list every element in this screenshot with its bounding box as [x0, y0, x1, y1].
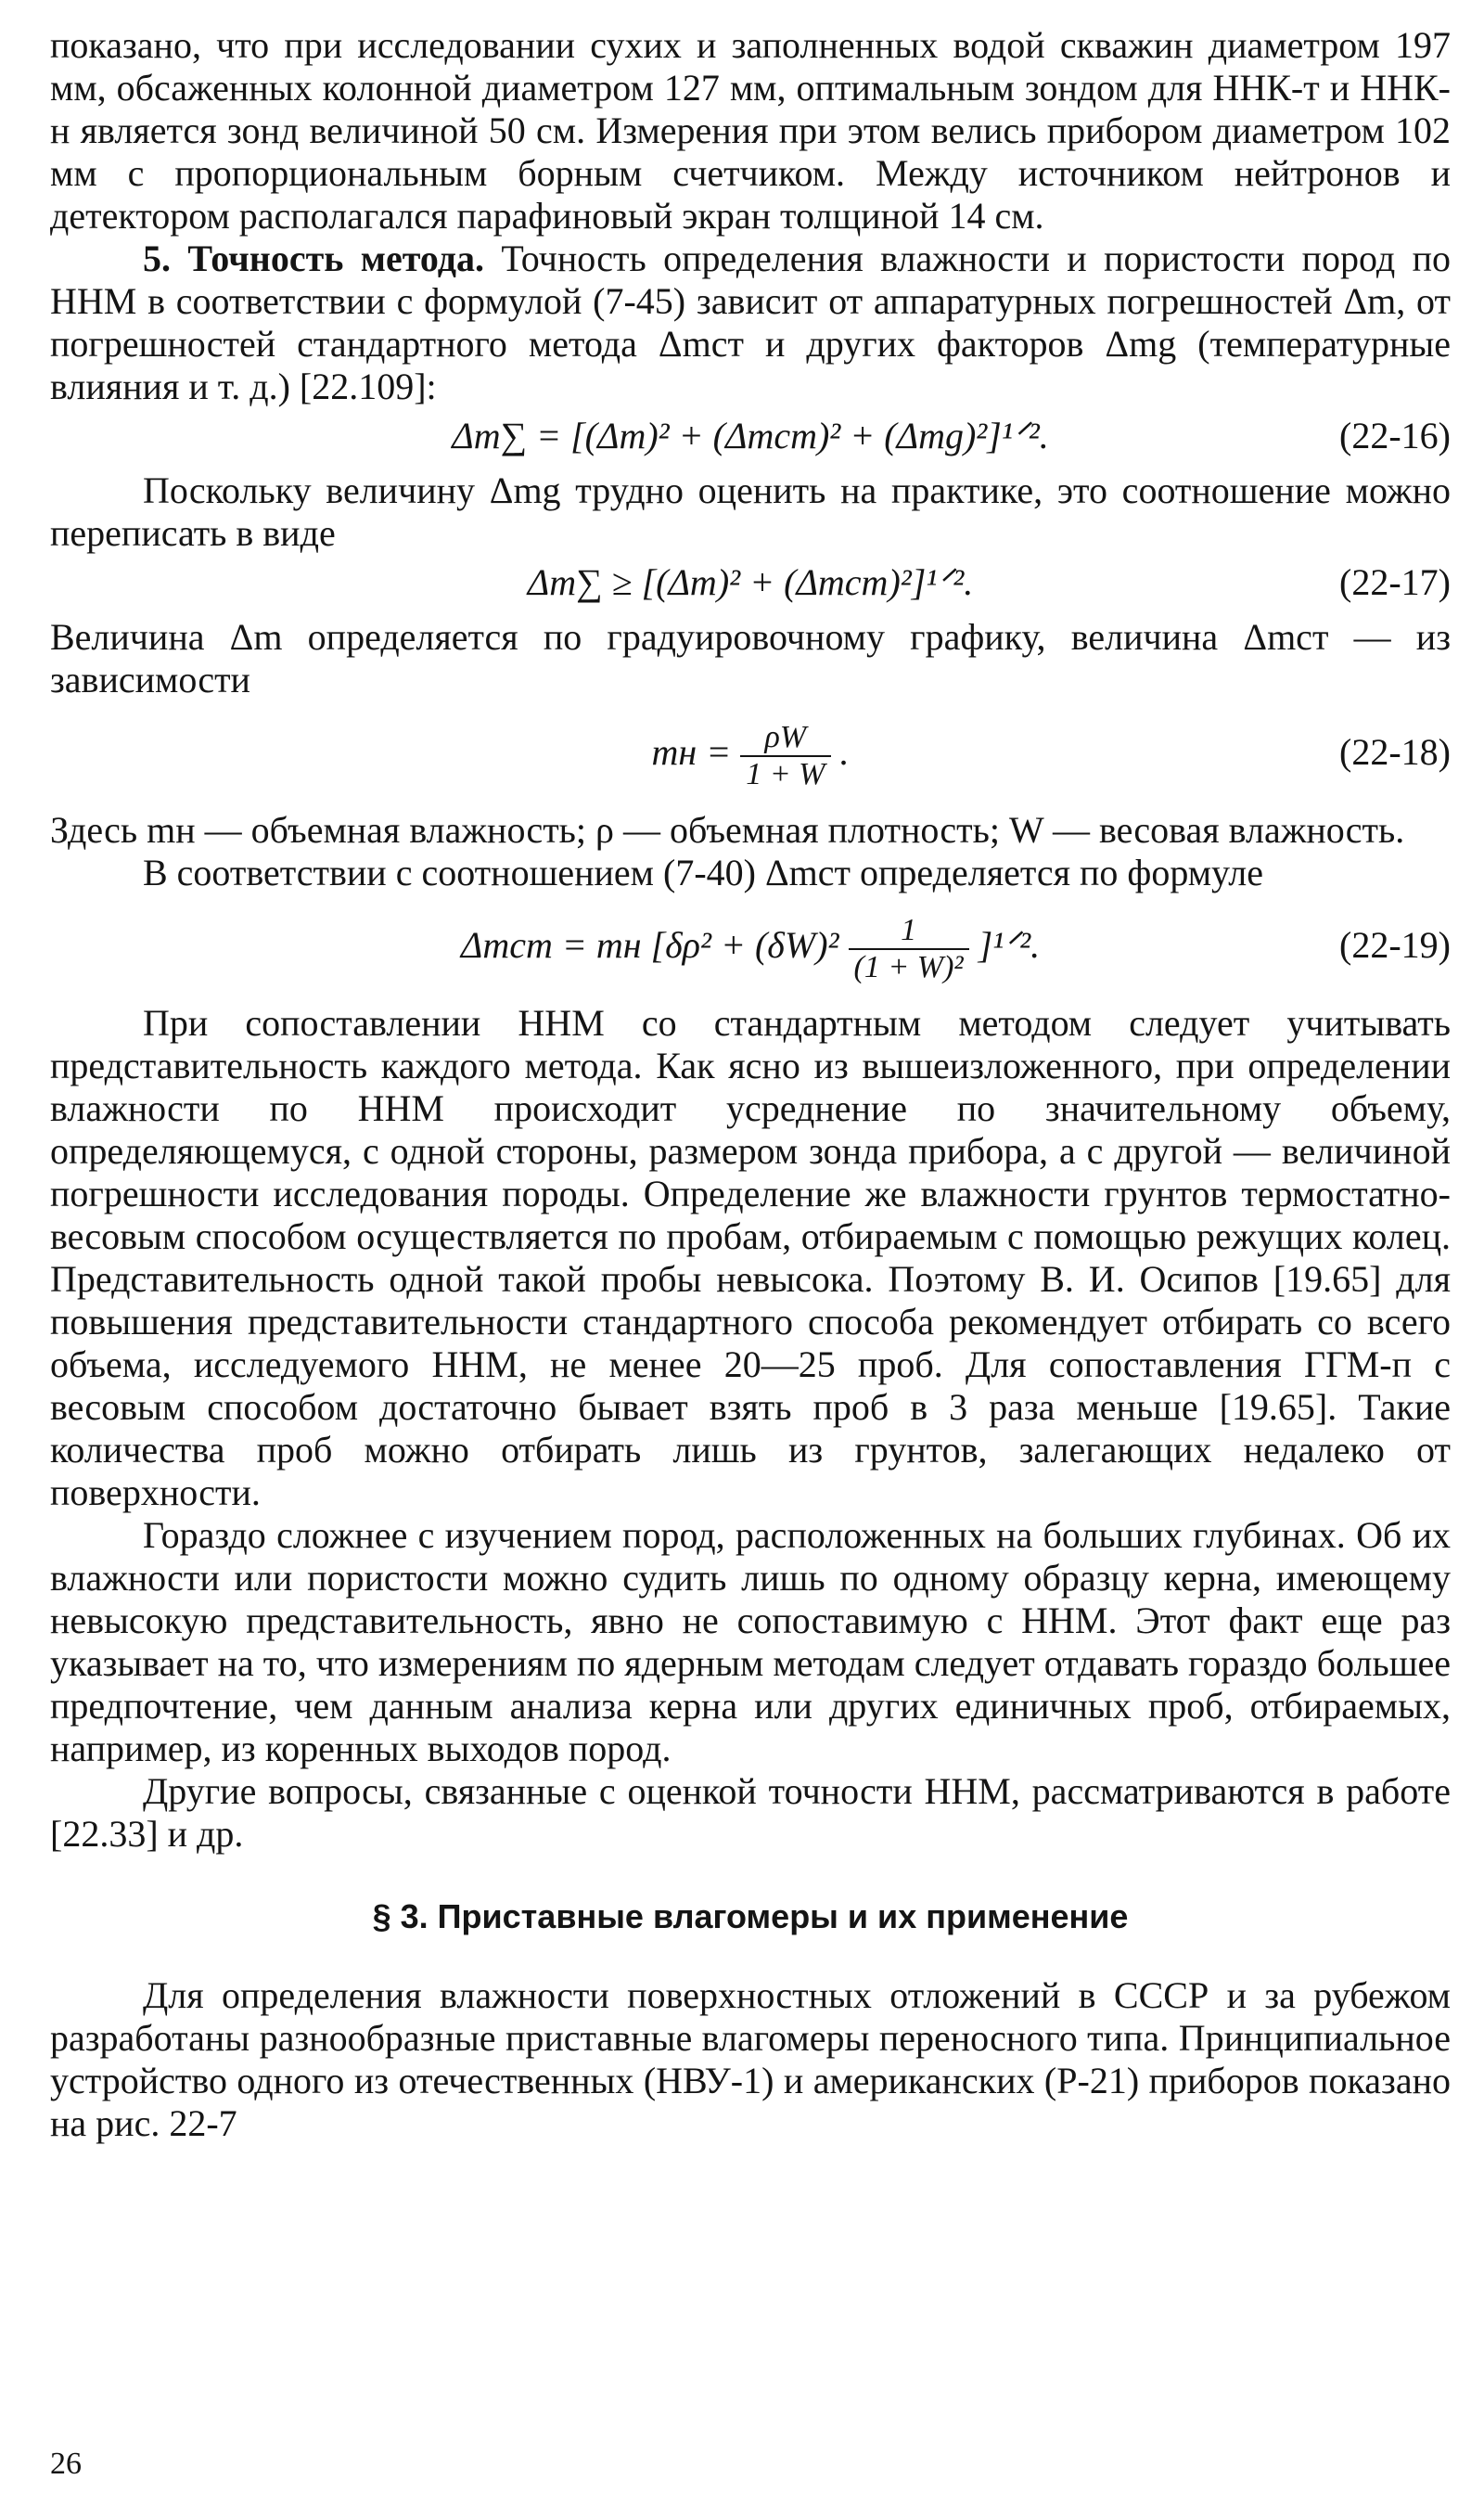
paragraph-5: Здесь mн — объемная влажность; ρ — объемная плотность; W — весовая влажность. — [50, 809, 1405, 851]
paragraph-3: Поскольку величину Δmg трудно оценить на практике, это соотношение можно переписать в виде — [50, 469, 1451, 554]
equation-22-17 — [50, 555, 1451, 610]
equation-22-19-numerator: 1 — [849, 913, 969, 950]
paragraph-7: При сопоставлении ННМ со стандартным методом следует учитывать представительность каждого метода. Как ясно из вышеизложенного, при определении влажности по ННМ происходит усреднение по значительному объему, определяющемуся, с одной стороны, размером зонда прибора, а с другой — величиной погрешности исследования породы. Определение же влажности грунтов термостатно-весовым способом осуществляется по пробам, отбираемым с помощью режущих колец. Представительность одной такой пробы невысока. Поэтому В. И. Осипов [19.65] для повышения представительности стандартного способа рекомендует отбирать со всего объема, исследуемого ННМ, не менее 20—25 проб. Для сопоставления ГГМ-п с весовым способом достаточно бывает взять проб в 3 раза меньше [19.65]. Такие количества проб можно отбирать лишь из грунтов, залегающих недалеко от поверхности. — [50, 1002, 1451, 1513]
paragraph-8: Гораздо сложнее с изучением пород, расположенных на больших глубинах. Об их влажности или пористости можно судить лишь по одному образцу керна, имеющему невысокую представительность, явно не сопоставимую с ННМ. Этот факт еще раз указывает на то, что измерениям по ядерным методам следует отдавать гораздо большее предпочтение, чем данным анализа керна или других единичных проб, отбираемых, например, из коренных выходов пород. — [50, 1514, 1451, 1769]
equation-22-19-lhs: Δmст = mн [δρ² + (δW)² — [460, 924, 839, 966]
paragraph-accuracy-title: 5. Точность метода. — [143, 238, 484, 279]
paragraph-accuracy-text: Точность определения влажности и пористости пород по ННМ в соответствии с формулой (7-45) зависит от аппаратурных погрешностей Δm, от погрешностей стандартного метода Δmст и других факторов Δmg (температурные влияния и т. д.) [22.109]: — [50, 238, 1451, 407]
equation-22-19-denominator: (1 + W)² — [853, 949, 964, 984]
equation-22-18-numerator: ρW — [740, 720, 830, 757]
document-page — [50, 24, 1451, 2145]
paragraph-9: Другие вопросы, связанные с оценкой точности ННМ, рассматриваются в работе [22.33] и др. — [50, 1770, 1451, 1855]
equation-22-16-number: (22-16) — [1339, 415, 1451, 456]
equation-22-19-body — [50, 894, 1451, 996]
equation-22-18-denominator: 1 + W — [746, 756, 825, 791]
equation-22-18-body — [50, 701, 1451, 803]
equation-22-18 — [50, 701, 1451, 803]
equation-22-18-number: (22-18) — [1339, 731, 1451, 773]
equation-22-18-rhs: . — [839, 731, 850, 773]
paragraph-4: Величина Δm определяется по градуировочному графику, величина Δmст — из зависимости — [50, 616, 1451, 700]
paragraph-6: В соответствии с соотношением (7-40) Δmст определяется по формуле — [143, 852, 1263, 893]
equation-22-16 — [50, 408, 1451, 464]
equation-22-17-body: Δm∑ ≥ [(Δm)² + (Δmст)²]¹ᐟ². — [527, 561, 974, 603]
equation-22-19-number: (22-19) — [1339, 924, 1451, 966]
page-number: 26 — [50, 2447, 82, 2481]
equation-22-18-fraction — [740, 720, 830, 792]
equation-22-16-body: Δm∑ = [(Δm)² + (Δmст)² + (Δmg)²]¹ᐟ². — [452, 415, 1049, 456]
equation-22-19-fraction — [849, 913, 969, 985]
equation-22-19-rhs: ]¹ᐟ². — [978, 924, 1041, 966]
paragraph-accuracy — [50, 238, 1451, 408]
equation-22-18-lhs: mн = — [651, 731, 732, 773]
equation-22-17-number: (22-17) — [1339, 561, 1451, 603]
section-heading: § 3. Приставные влагомеры и их применение — [372, 1897, 1129, 1935]
paragraph-1: показано, что при исследовании сухих и заполненных водой скважин диаметром 197 мм, обсаженных колонной диаметром 127 мм, оптимальным зондом для ННК-т и ННК-н является зонд величиной 50 см. Измерения при этом велись прибором диаметром 102 мм с пропорциональным борным счетчиком. Между источником нейтронов и детектором располагался парафиновый экран толщиной 14 см. — [50, 24, 1451, 237]
paragraph-10: Для определения влажности поверхностных отложений в СССР и за рубежом разработаны разнообразные приставные влагомеры переносного типа. Принципиальное устройство одного из отечественных (НВУ-1) и американских (Р-21) приборов показано на рис. 22-7 — [50, 1974, 1451, 2144]
equation-22-19 — [50, 894, 1451, 996]
